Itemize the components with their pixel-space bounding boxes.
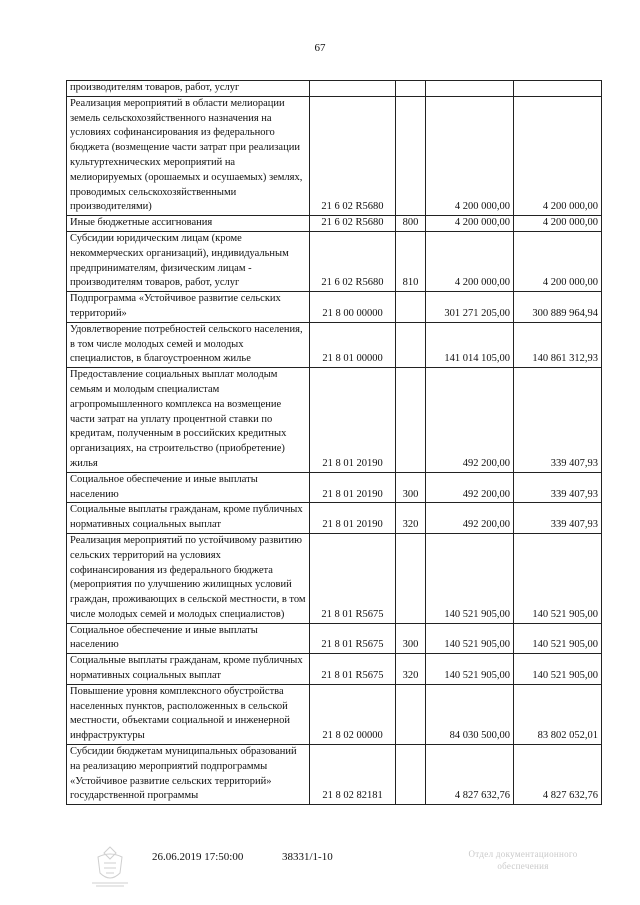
- budget-name-cell: производителям товаров, работ, услуг: [67, 81, 310, 97]
- table-row: [67, 684, 602, 744]
- footer: [0, 851, 640, 891]
- budget-value-2020-cell: 140 861 312,93: [514, 322, 602, 367]
- budget-value-2019-cell: 84 030 500,00: [426, 684, 514, 744]
- budget-name-cell: Реализация мероприятий в области мелиорации земель сельскохозяйственного назначения на условиях софинансирования из федерального бюджета (возмещение части затрат при реализации культуртехнических мероприятий на мелиорируемых (орошаемых и осушаемых) землях, проводимых сельскохозяйственными производителями): [67, 96, 310, 215]
- budget-value-2020-cell: [514, 81, 602, 97]
- budget-code-cell: 21 8 01 R5675: [310, 623, 396, 654]
- budget-value-2020-cell: 4 827 632,76: [514, 745, 602, 805]
- table-row: [67, 231, 602, 291]
- budget-value-2019-cell: 4 827 632,76: [426, 745, 514, 805]
- budget-value-2020-cell: 300 889 964,94: [514, 292, 602, 323]
- budget-name-cell: Удовлетворение потребностей сельского населения, в том числе молодых семей и молодых специалистов, в благоустроенном жилье: [67, 322, 310, 367]
- footer-stamp-line1: Отдел документационного: [468, 849, 578, 859]
- footer-stamp: [448, 848, 598, 872]
- budget-type-cell: [396, 533, 426, 623]
- table-row: [67, 322, 602, 367]
- budget-name-cell: Социальное обеспечение и иные выплаты населению: [67, 623, 310, 654]
- budget-code-cell: 21 6 02 R5680: [310, 216, 396, 232]
- table-row: [67, 81, 602, 97]
- budget-value-2019-cell: 140 521 905,00: [426, 533, 514, 623]
- budget-code-cell: 21 8 00 00000: [310, 292, 396, 323]
- budget-code-cell: 21 8 02 82181: [310, 745, 396, 805]
- table-row: [67, 503, 602, 534]
- footer-date: 26.06.2019 17:50:00: [152, 851, 244, 863]
- budget-value-2019-cell: 492 200,00: [426, 472, 514, 503]
- budget-type-cell: 300: [396, 472, 426, 503]
- budget-name-cell: Предоставление социальных выплат молодым семьям и молодым специалистам агропромышленного комплекса на возмещение части затрат на уплату процентной ставки по кредитам, полученным в российских кредитных организациях, на строительство (приобретение) жилья: [67, 368, 310, 473]
- table-row: [67, 96, 602, 215]
- budget-table-body: [67, 81, 602, 805]
- budget-value-2019-cell: 140 521 905,00: [426, 623, 514, 654]
- budget-value-2020-cell: 4 200 000,00: [514, 231, 602, 291]
- budget-value-2020-cell: 4 200 000,00: [514, 216, 602, 232]
- budget-value-2020-cell: 339 407,93: [514, 503, 602, 534]
- budget-type-cell: 320: [396, 503, 426, 534]
- budget-type-cell: [396, 292, 426, 323]
- budget-value-2020-cell: 339 407,93: [514, 472, 602, 503]
- budget-value-2020-cell: 83 802 052,01: [514, 684, 602, 744]
- budget-type-cell: [396, 96, 426, 215]
- budget-value-2020-cell: 140 521 905,00: [514, 623, 602, 654]
- table-row: [67, 623, 602, 654]
- budget-name-cell: Подпрограмма «Устойчивое развитие сельских территорий»: [67, 292, 310, 323]
- budget-code-cell: 21 8 01 R5675: [310, 533, 396, 623]
- budget-code-cell: 21 6 02 R5680: [310, 96, 396, 215]
- budget-value-2019-cell: 492 200,00: [426, 368, 514, 473]
- budget-code-cell: 21 8 01 20190: [310, 503, 396, 534]
- budget-name-cell: Субсидии юридическим лицам (кроме некоммерческих организаций), индивидуальным предпринимателям, физическим лицам - производителям товаров, работ, услуг: [67, 231, 310, 291]
- budget-type-cell: 800: [396, 216, 426, 232]
- budget-value-2019-cell: 4 200 000,00: [426, 96, 514, 215]
- budget-name-cell: Социальные выплаты гражданам, кроме публичных нормативных социальных выплат: [67, 654, 310, 685]
- budget-value-2019-cell: [426, 81, 514, 97]
- budget-code-cell: 21 8 01 R5675: [310, 654, 396, 685]
- budget-value-2019-cell: 140 521 905,00: [426, 654, 514, 685]
- budget-value-2020-cell: 339 407,93: [514, 368, 602, 473]
- budget-value-2019-cell: 301 271 205,00: [426, 292, 514, 323]
- emblem-icon: [86, 843, 134, 889]
- budget-code-cell: 21 6 02 R5680: [310, 231, 396, 291]
- budget-type-cell: [396, 368, 426, 473]
- budget-value-2019-cell: 492 200,00: [426, 503, 514, 534]
- table-row: [67, 654, 602, 685]
- table-row: [67, 745, 602, 805]
- page-number: 67: [314, 42, 326, 54]
- table-row: [67, 292, 602, 323]
- budget-code-cell: 21 8 01 20190: [310, 472, 396, 503]
- budget-name-cell: Иные бюджетные ассигнования: [67, 216, 310, 232]
- footer-doc-number: 38331/1-10: [282, 851, 333, 863]
- budget-type-cell: [396, 81, 426, 97]
- budget-type-cell: [396, 684, 426, 744]
- table-row: [67, 368, 602, 473]
- budget-value-2020-cell: 4 200 000,00: [514, 96, 602, 215]
- budget-code-cell: [310, 81, 396, 97]
- budget-value-2020-cell: 140 521 905,00: [514, 533, 602, 623]
- budget-type-cell: 300: [396, 623, 426, 654]
- budget-name-cell: Реализация мероприятий по устойчивому развитию сельских территорий на условиях софинансирования из федерального бюджета (мероприятия по улучшению жилищных условий граждан, проживающих в сельской местности, в том числе молодых семей и молодых специалистов): [67, 533, 310, 623]
- budget-name-cell: Повышение уровня комплексного обустройства населенных пунктов, расположенных в сельской местности, объектами социальной и инженерной инфраструктуры: [67, 684, 310, 744]
- footer-stamp-line2: обеспечения: [497, 861, 549, 871]
- budget-type-cell: [396, 745, 426, 805]
- table-row: [67, 472, 602, 503]
- budget-name-cell: Социальное обеспечение и иные выплаты населению: [67, 472, 310, 503]
- budget-code-cell: 21 8 01 20190: [310, 368, 396, 473]
- budget-table: [66, 80, 602, 805]
- budget-type-cell: 810: [396, 231, 426, 291]
- table-row: [67, 216, 602, 232]
- budget-name-cell: Социальные выплаты гражданам, кроме публичных нормативных социальных выплат: [67, 503, 310, 534]
- budget-value-2019-cell: 4 200 000,00: [426, 216, 514, 232]
- budget-value-2020-cell: 140 521 905,00: [514, 654, 602, 685]
- budget-code-cell: 21 8 02 00000: [310, 684, 396, 744]
- budget-type-cell: 320: [396, 654, 426, 685]
- budget-value-2019-cell: 4 200 000,00: [426, 231, 514, 291]
- budget-code-cell: 21 8 01 00000: [310, 322, 396, 367]
- budget-name-cell: Субсидии бюджетам муниципальных образований на реализацию мероприятий подпрограммы «Устойчивое развитие сельских территорий» государственной программы: [67, 745, 310, 805]
- budget-value-2019-cell: 141 014 105,00: [426, 322, 514, 367]
- table-row: [67, 533, 602, 623]
- budget-type-cell: [396, 322, 426, 367]
